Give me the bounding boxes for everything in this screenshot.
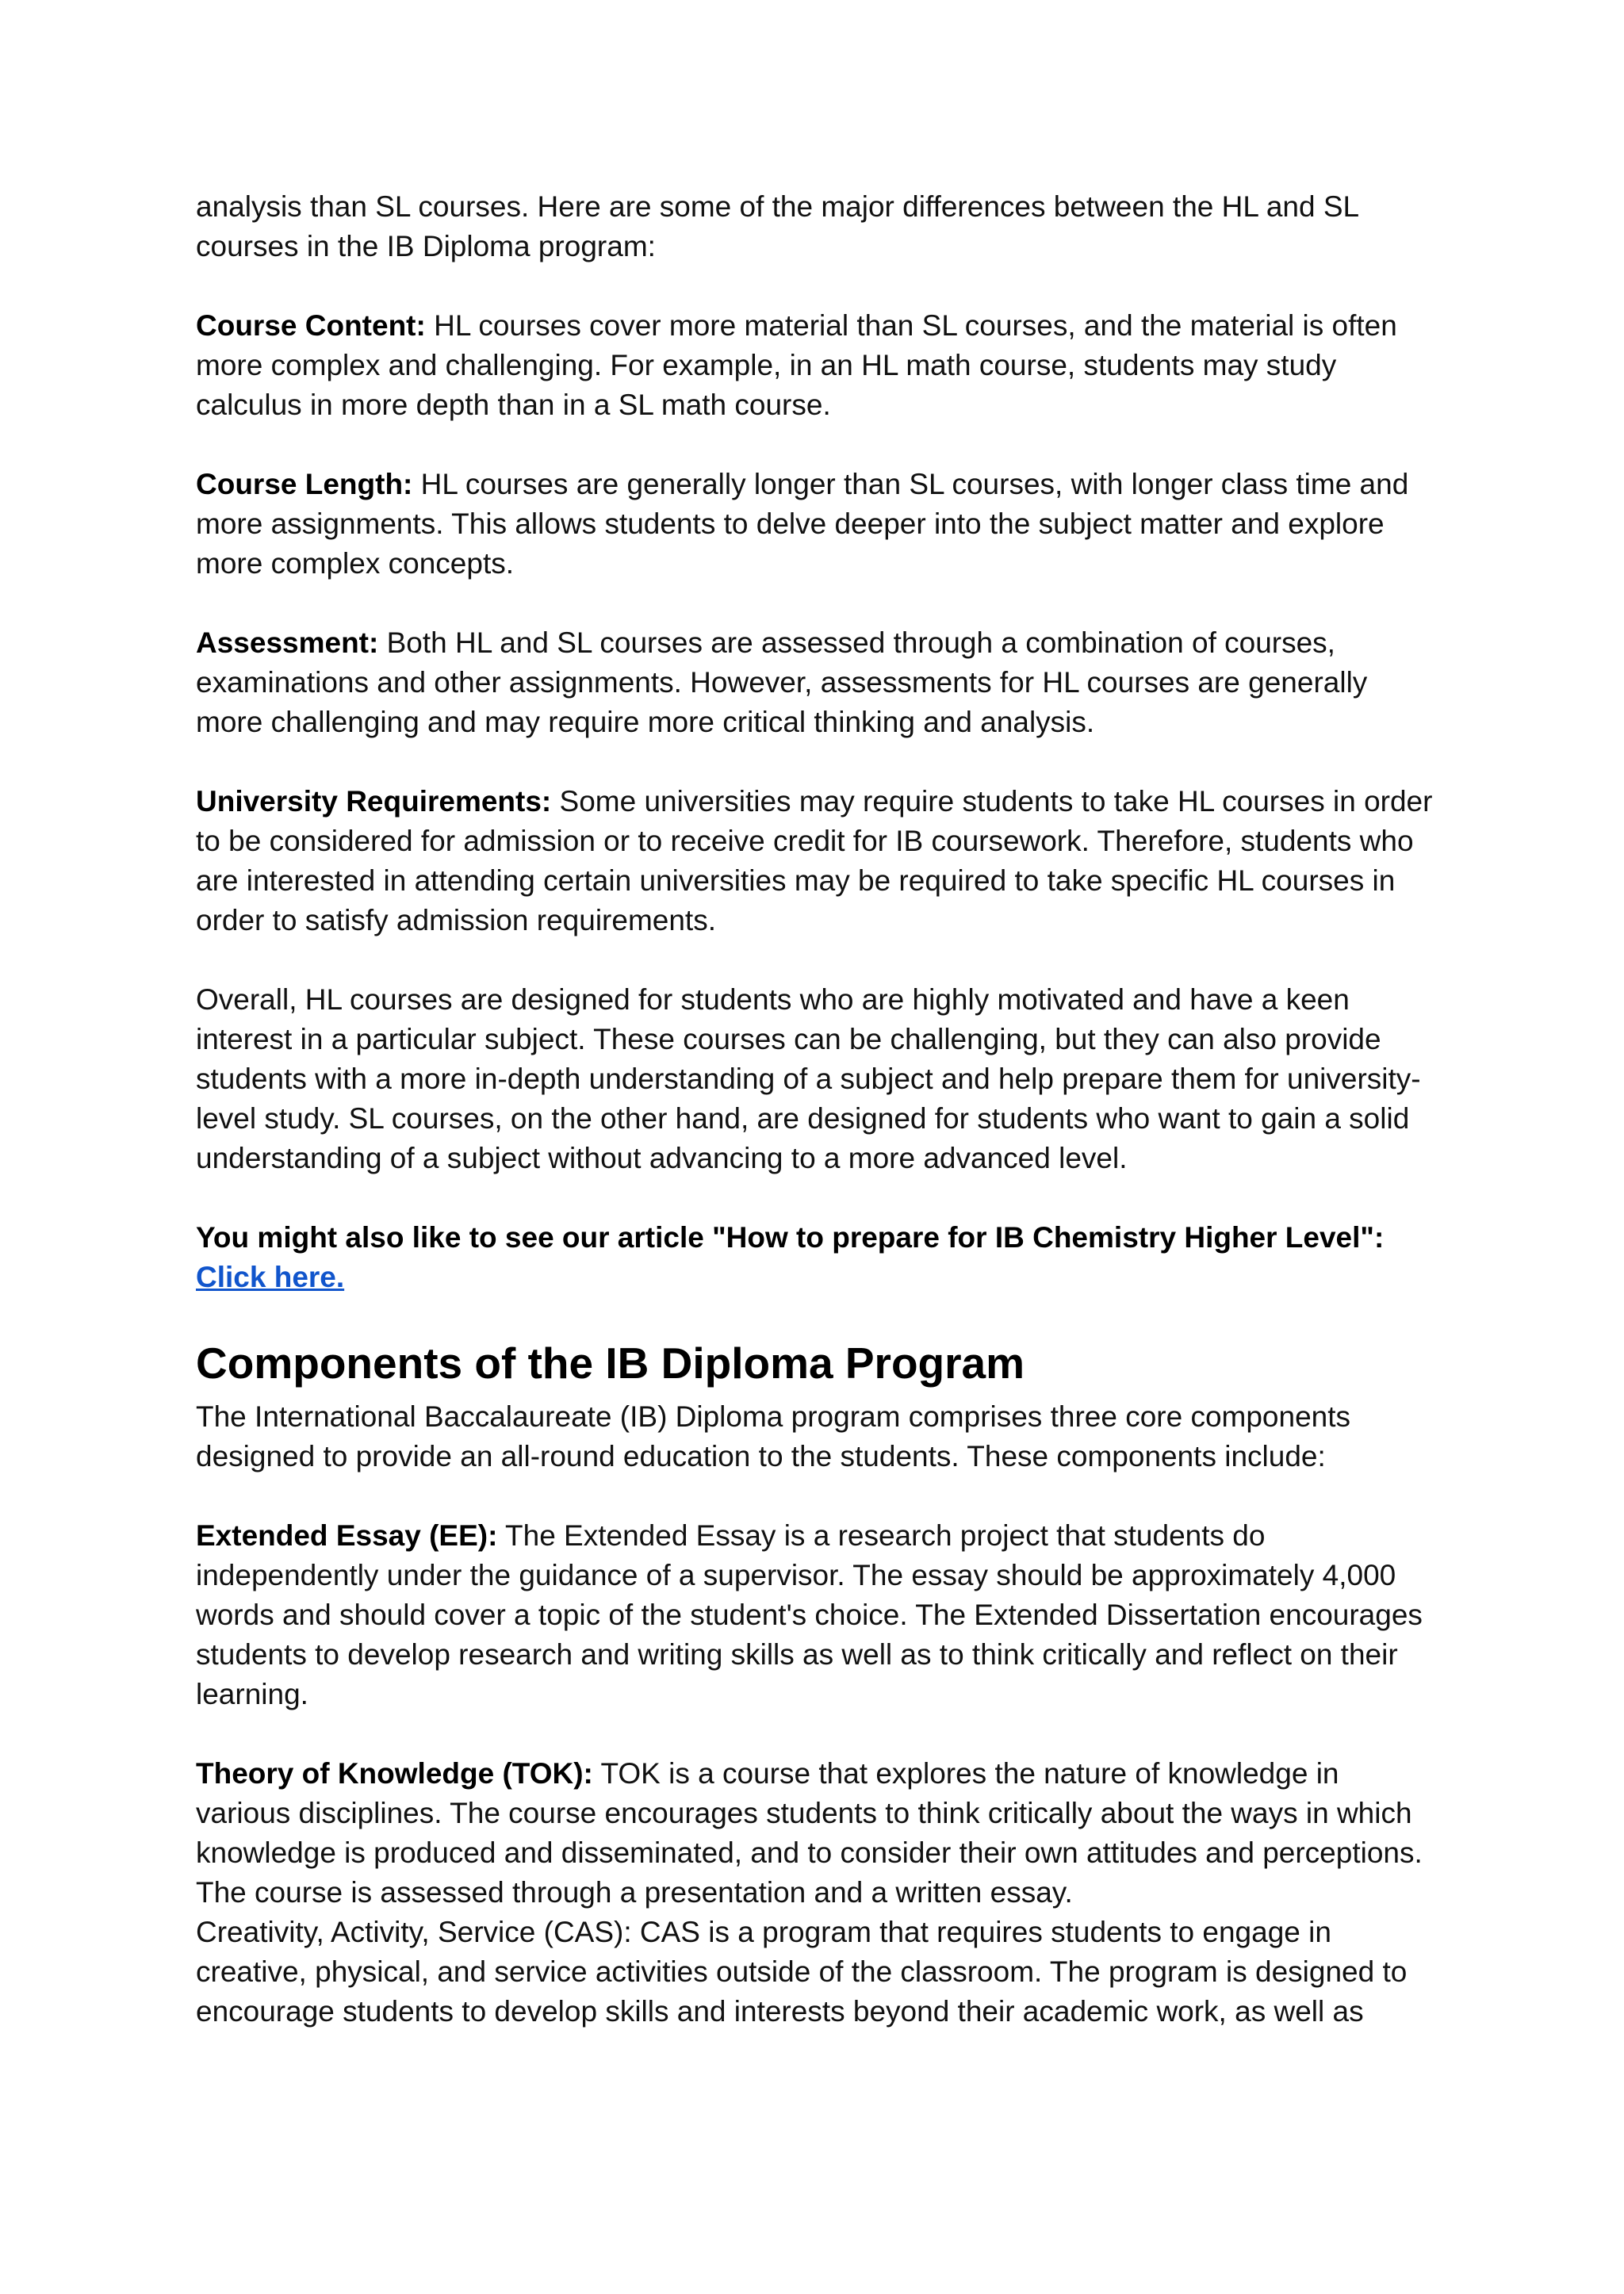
difference-text: Some universities may require students to take HL courses in order to be considered for admission or to receive credit for IB coursework. Therefore, students who are interested in attending certain universities may be required to take specific HL courses in order to satisfy admission requirements. [196, 785, 1433, 936]
related-article [196, 1218, 1433, 1297]
difference-text: HL courses are generally longer than SL courses, with longer class time and more assignments. This allows students to delve deeper into the subject matter and explore more complex concepts. [196, 468, 1409, 580]
components-heading: Components of the IB Diploma Program [196, 1338, 1025, 1388]
component-cas: Creativity, Activity, Service (CAS): CAS is a program that requires students to engage in creative, physical, and service activities outside of the classroom. The program is designed to encourage students to develop skills and interests beyond their academic work, as well as [196, 1916, 1408, 2028]
difference-term: Assessment: [196, 626, 379, 659]
document-body [196, 187, 1433, 2032]
difference-course-length [196, 465, 1433, 584]
intro-paragraph: analysis than SL courses. Here are some of the major differences between the HL and SL courses in the IB Diploma program: [196, 190, 1358, 262]
component-extended-essay [196, 1516, 1433, 1714]
component-theory-of-knowledge [196, 1754, 1433, 1913]
component-text: The Extended Essay is a research project that students do independently under the guidance of a supervisor. The essay should be approximately 4,000 words and should cover a topic of the student's choice. The Extended Dissertation encourages students to develop research and writing skills as well as to think critically and reflect on their learning. [196, 1519, 1423, 1710]
difference-assessment [196, 623, 1433, 742]
difference-term: Course Length: [196, 468, 413, 500]
difference-text: Both HL and SL courses are assessed through a combination of courses, examinations and other assignments. However, assessments for HL courses are generally more challenging and may require more critical thinking and analysis. [196, 626, 1368, 738]
components-intro: The International Baccalaureate (IB) Diploma program comprises three core components designed to provide an all-round education to the students. These components include: [196, 1400, 1351, 1473]
difference-term: Course Content: [196, 309, 426, 342]
difference-course-content [196, 306, 1433, 425]
difference-term: University Requirements: [196, 785, 552, 818]
component-term: Theory of Knowledge (TOK): [196, 1757, 593, 1790]
related-article-text: You might also like to see our article "How to prepare for IB Chemistry Higher Level": [196, 1221, 1385, 1254]
component-text: TOK is a course that explores the nature of knowledge in various disciplines. The course encourages students to think critically about the ways in which knowledge is produced and disseminated, and to consider their own attitudes and perceptions. The course is assessed through a presentation and a written essay. [196, 1757, 1423, 1909]
click-here-link[interactable]: Click here. [196, 1261, 345, 1293]
difference-university-requirements [196, 782, 1433, 940]
component-term: Extended Essay (EE): [196, 1519, 498, 1552]
difference-text: HL courses cover more material than SL courses, and the material is often more complex and challenging. For example, in an HL math course, students may study calculus in more depth than in a SL math course. [196, 309, 1397, 421]
overall-paragraph: Overall, HL courses are designed for students who are highly motivated and have a keen interest in a particular subject. These courses can be challenging, but they can also provide students with a more in-depth understanding of a subject and help prepare them for university-level study. SL courses, on the other hand, are designed for students who want to gain a solid understanding of a subject without advancing to a more advanced level. [196, 983, 1421, 1174]
